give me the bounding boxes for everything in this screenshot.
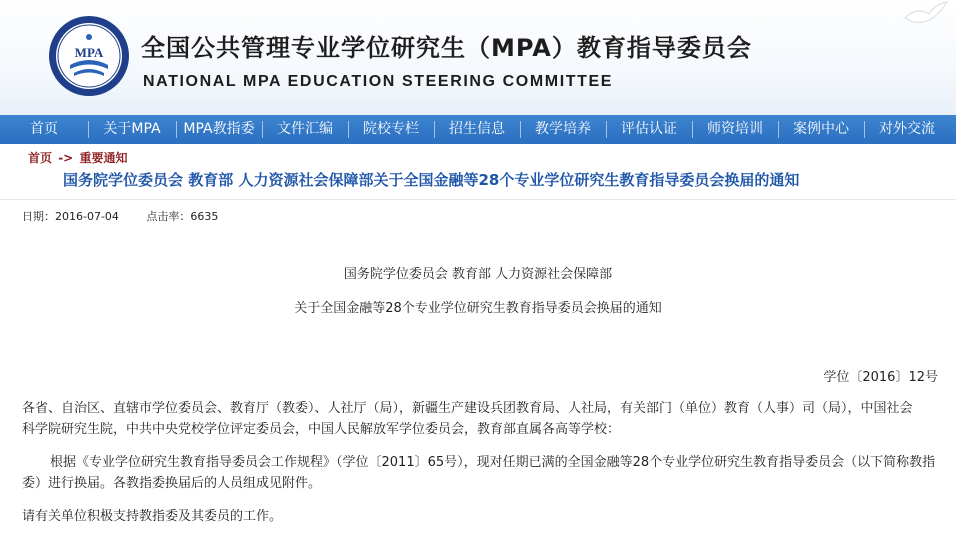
nav-item-teaching[interactable]: 教学培养 <box>520 115 606 144</box>
title-divider <box>0 199 956 200</box>
breadcrumb-current-link[interactable]: 重要通知 <box>79 151 128 165</box>
recipients-paragraph: 各省、自治区、直辖市学位委员会、教育厅（教委）、人社厅（局），新疆生产建设兵团教育局、人社局，有关部门（单位）教育（人事）司（局），中国社会科学院研究生院，中共中央党校学位评定委员会，中国人民解放军学位委员会，教育部直属各高等学校： <box>22 401 913 437</box>
issuers-line: 国务院学位委员会 教育部 人力资源社会保障部 <box>343 267 613 282</box>
site-title-en: NATIONAL MPA EDUCATION STEERING COMMITTEE <box>143 73 614 90</box>
breadcrumb-home-link[interactable]: 首页 <box>28 151 53 165</box>
breadcrumb-separator: -> <box>58 151 74 165</box>
article-date: 日期：2016-07-04 <box>22 210 119 223</box>
article-clicks: 点击率：6635 <box>146 210 219 223</box>
dove-decoration-icon <box>895 0 955 30</box>
body-paragraph-2: 请有关单位积极支持教指委及其委员的工作。 <box>22 509 283 524</box>
body-paragraph-1: 根据《专业学位研究生教育指导委员会工作规程》（学位〔2011〕65号），现对任期已满的全国金融等28个专业学位研究生教育指导委员会（以下简称教指委）进行换届。各教指委换届后的人员组成见附件。 <box>22 455 936 491</box>
subject-line: 关于全国金融等28个专业学位研究生教育指导委员会换届的通知 <box>294 301 662 316</box>
nav-item-documents[interactable]: 文件汇编 <box>262 115 348 144</box>
nav-item-accreditation[interactable]: 评估认证 <box>606 115 692 144</box>
document-number: 学位〔2016〕12号 <box>823 370 938 385</box>
nav-item-case-center[interactable]: 案例中心 <box>778 115 864 144</box>
nav-item-admissions[interactable]: 招生信息 <box>434 115 520 144</box>
nav-item-mpa-committee[interactable]: MPA教指委 <box>176 115 262 144</box>
nav-item-home[interactable]: 首页 <box>30 121 58 137</box>
article-meta <box>22 208 242 224</box>
nav-item-about-mpa[interactable]: 关于MPA <box>88 115 176 144</box>
article-title: 国务院学位委员会 教育部 人力资源社会保障部关于全国金融等28个专业学位研究生教育指导委员会换届的通知 <box>63 171 800 189</box>
main-nav <box>0 115 956 144</box>
breadcrumb <box>28 149 127 166</box>
nav-item-faculty-training[interactable]: 师资培训 <box>692 115 778 144</box>
site-header <box>0 0 956 115</box>
svg-text:MPA: MPA <box>74 45 104 60</box>
nav-item-international[interactable]: 对外交流 <box>864 115 950 144</box>
mpa-logo-icon[interactable] <box>48 15 130 97</box>
site-title-cn: 全国公共管理专业学位研究生（MPA）教育指导委员会 <box>141 34 752 62</box>
nav-item-schools[interactable]: 院校专栏 <box>348 115 434 144</box>
